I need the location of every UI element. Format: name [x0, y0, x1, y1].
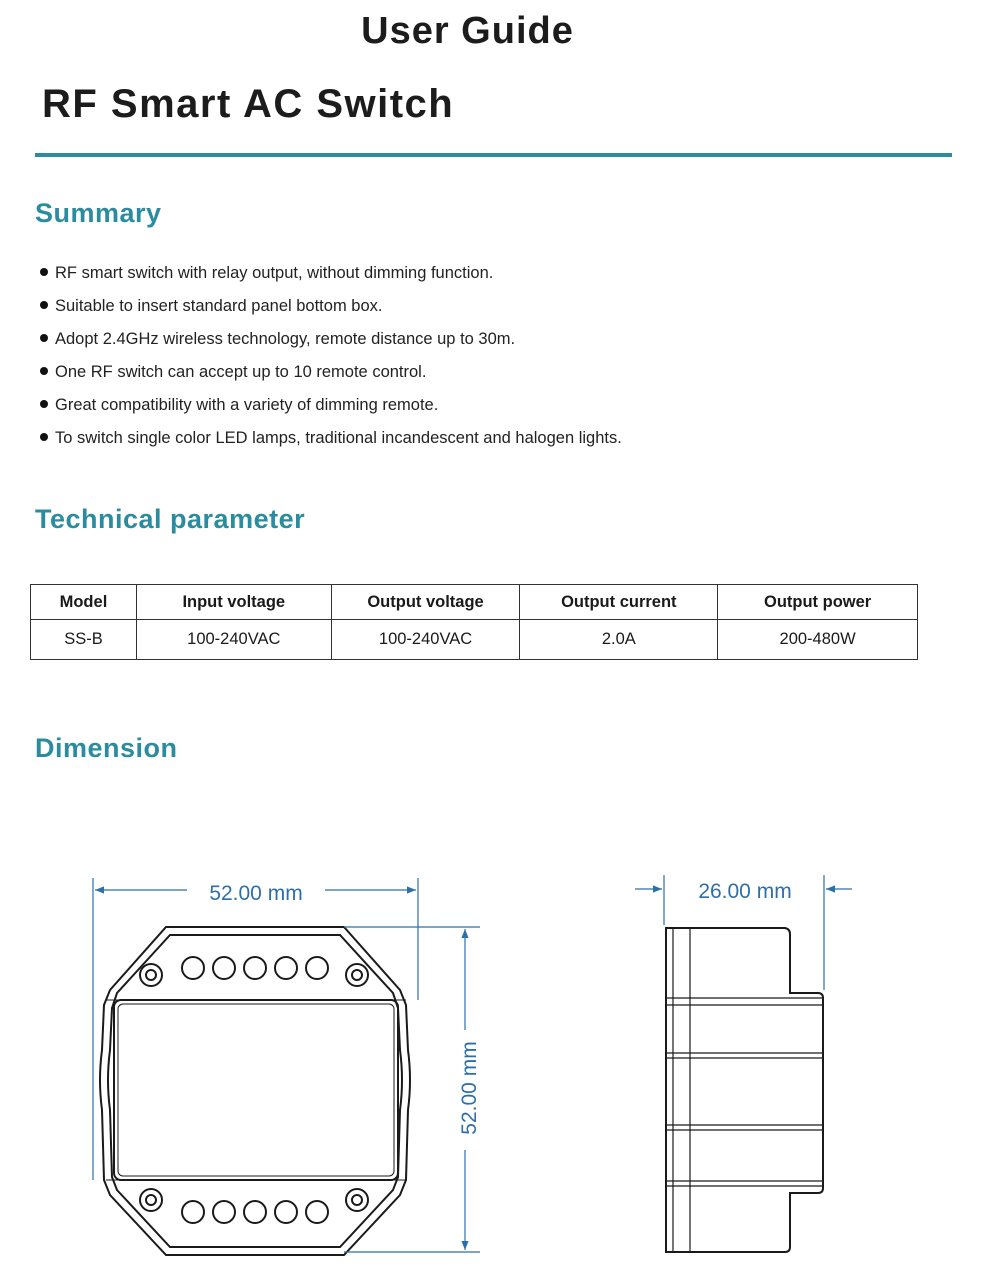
front-view: [100, 927, 410, 1255]
summary-item: One RF switch can accept up to 10 remote control.: [40, 361, 622, 394]
summary-list: [40, 262, 622, 460]
bullet-icon: [40, 433, 48, 441]
column-header: Output current: [520, 585, 718, 620]
product-title: RF Smart AC Switch: [42, 82, 455, 126]
summary-item: Suitable to insert standard panel bottom box.: [40, 295, 622, 328]
screw-hole-icon: [140, 964, 162, 986]
spec-table: [30, 584, 918, 660]
bullet-icon: [40, 334, 48, 342]
bullet-icon: [40, 400, 48, 408]
width-label: 52.00 mm: [209, 882, 303, 905]
table-header-row: [31, 585, 918, 620]
front-panel: [114, 1000, 398, 1180]
screw-hole-icon: [346, 964, 368, 986]
screw-hole-icon: [346, 1189, 368, 1211]
summary-item: To switch single color LED lamps, traditional incandescent and halogen lights.: [40, 427, 622, 460]
height-label: 52.00 mm: [458, 1041, 481, 1135]
column-header: Output voltage: [331, 585, 520, 620]
table-cell: SS-B: [31, 620, 137, 660]
summary-item: Great compatibility with a variety of dimming remote.: [40, 394, 622, 427]
table-cell: 2.0A: [520, 620, 718, 660]
bullet-icon: [40, 367, 48, 375]
technical-heading: Technical parameter: [35, 504, 306, 534]
table-cell: 100-240VAC: [331, 620, 520, 660]
bullet-icon: [40, 301, 48, 309]
column-header: Input voltage: [136, 585, 331, 620]
table-cell: 100-240VAC: [136, 620, 331, 660]
column-header: Output power: [718, 585, 918, 620]
dimension-heading: Dimension: [35, 733, 178, 763]
column-header: Model: [31, 585, 137, 620]
summary-item: Adopt 2.4GHz wireless technology, remote distance up to 30m.: [40, 328, 622, 361]
doc-title: User Guide: [361, 10, 574, 52]
bullet-icon: [40, 268, 48, 276]
table-cell: 200-480W: [718, 620, 918, 660]
terminal-holes-top: [182, 957, 328, 979]
depth-label: 26.00 mm: [698, 880, 792, 903]
summary-heading: Summary: [35, 198, 162, 228]
screw-hole-icon: [140, 1189, 162, 1211]
title-divider: [35, 153, 952, 157]
summary-item: RF smart switch with relay output, without dimming function.: [40, 262, 622, 295]
table-row: [31, 620, 918, 660]
side-view: [666, 928, 823, 1252]
width-dimension: [93, 878, 418, 1180]
terminal-holes-bottom: [182, 1201, 328, 1223]
dimension-drawing: [0, 860, 1000, 1287]
